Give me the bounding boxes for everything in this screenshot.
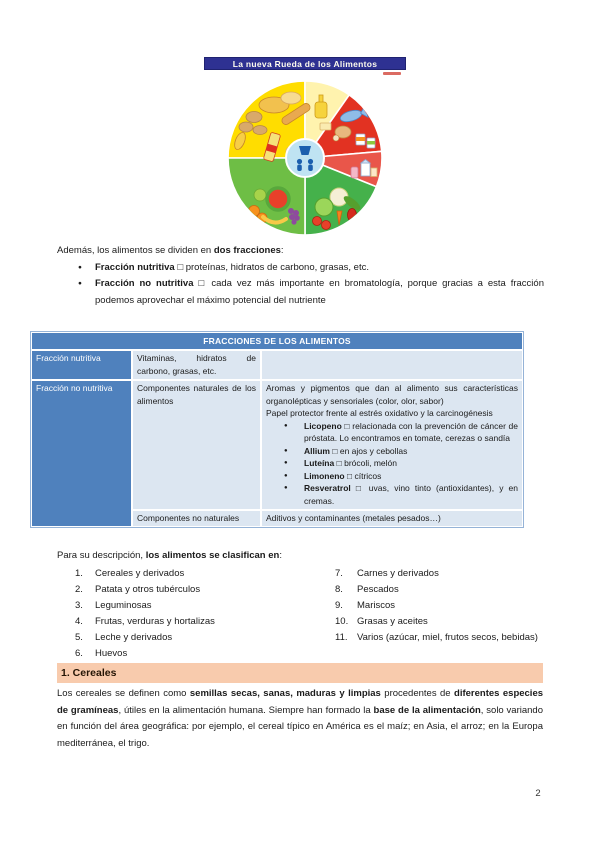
item-text: Leche y derivados (95, 631, 173, 643)
classification-item (335, 630, 544, 646)
intro-lead: Además, los alimentos se dividen en dos fracciones: (57, 245, 284, 256)
classification-columns (57, 566, 544, 662)
bullet-text: Licopeno □ relacionada con la prevención de cáncer de próstata. Lo encontramos en tomate, cerezas o sandía (304, 420, 518, 443)
item-text: Pescados (357, 583, 399, 595)
classification-left-column (57, 566, 335, 662)
classification-item (57, 598, 335, 614)
list-item-fraccion-nutritiva (57, 260, 544, 277)
list-item-resveratrol (266, 482, 518, 507)
cell-componentes-naturales-label: Componentes naturales de los alimentos (132, 380, 261, 510)
cell-nutritiva-empty (261, 350, 523, 380)
bullet-text: Allium □ en ajos y cebollas (304, 445, 408, 456)
item-text: Patata y otros tubérculos (95, 583, 201, 595)
item-number: 1. (75, 567, 83, 579)
classification-item (335, 566, 544, 582)
list-item-luteina (266, 457, 518, 470)
item-text: Cereales y derivados (95, 567, 185, 579)
classification-item (57, 630, 335, 646)
list-item-licopeno (266, 420, 518, 445)
item-text: Grasas y aceites (357, 615, 428, 627)
item-text: Varios (azúcar, miel, frutos secos, bebidas) (357, 631, 538, 643)
item-text: Mariscos (357, 599, 396, 611)
item-number: 4. (75, 615, 83, 627)
classification-item (335, 614, 544, 630)
item-number: 6. (75, 647, 83, 659)
item-number: 2. (75, 583, 83, 595)
item-number: 11. (335, 631, 348, 643)
classification-item (335, 582, 544, 598)
row-label-fraccion-no-nutritiva: Fracción no nutritiva (31, 380, 132, 528)
item-text: Frutas, verduras y hortalizas (95, 615, 215, 627)
naturales-bullet-list (266, 420, 518, 508)
wheel-title-bar: La nueva Rueda de los Alimentos (204, 57, 406, 70)
classification-section (57, 548, 544, 662)
page-number: 2 (535, 788, 541, 799)
cereales-section (57, 663, 543, 752)
classification-lead: Para su descripción, los alimentos se clasifican en: (57, 550, 282, 561)
food-wheel-figure (204, 57, 406, 237)
naturales-paragraph: Aromas y pigmentos que dan al alimento sus características organolépticas y sensoriales (color, olor, sabor) (266, 383, 518, 406)
bullet-text: Luteína □ brócoli, melón (304, 458, 398, 468)
cell-componentes-naturales-content (261, 380, 523, 510)
item-number: 8. (335, 583, 343, 595)
item-text: Leguminosas (95, 599, 152, 611)
list-item-fraccion-no-nutritiva (57, 276, 544, 309)
cereales-body: Los cereales se definen como semillas secas, sanas, maduras y limpias procedentes de diferentes especies de gramíneas, útiles en la alimentación humana. Siempre han formado la base de la alimentación, solo variando en función del área geográfica: por ejemplo, el cereal típico en América es el maíz; en Asia, el arroz; en la Europa mediterránea, el trigo. (57, 688, 544, 749)
item-text: Huevos (95, 647, 128, 659)
row-label-fraccion-nutritiva: Fracción nutritiva (31, 350, 132, 380)
classification-item (57, 582, 335, 598)
section-heading-cereales: 1. Cereales (57, 663, 543, 683)
classification-item (57, 614, 335, 630)
intro-section (57, 243, 544, 309)
bullet-text: Limoneno □ cítricos (304, 470, 382, 481)
bullet-text: Resveratrol □ uvas, vino tinto (antioxidantes), y en cremas. (304, 483, 518, 506)
food-wheel-image (204, 79, 406, 237)
item-number: 5. (75, 631, 83, 643)
item-number: 9. (335, 599, 343, 611)
item-number: 7. (335, 567, 343, 579)
naturales-paragraph: Papel protector frente al estrés oxidativo y la carcinogénesis (266, 408, 493, 418)
table-title: FRACCIONES DE LOS ALIMENTOS (31, 332, 523, 350)
cell-componentes-no-naturales-label: Componentes no naturales (132, 510, 261, 528)
wheel-center (286, 139, 324, 177)
classification-item (57, 566, 335, 582)
list-item-limoneno (266, 470, 518, 483)
classification-item (57, 646, 335, 662)
fracciones-table (30, 331, 524, 528)
cell-nutritiva-content: Vitaminas, hidratos de carbono, grasas, etc. (132, 350, 261, 380)
classification-right-column (335, 566, 544, 662)
item-number: 3. (75, 599, 83, 611)
bullet-text: Fracción no nutritiva □ cada vez más importante en bromatología, porque gracias a esta fracción podemos aprovechar el máximo potencial del nutriente (95, 278, 544, 306)
list-item-allium (266, 445, 518, 458)
fraction-bullet-list (57, 260, 544, 310)
wheel-credit-mark (383, 72, 401, 75)
item-number: 10. (335, 615, 349, 627)
cell-componentes-no-naturales-content: Aditivos y contaminantes (metales pesados…) (261, 510, 523, 528)
item-text: Carnes y derivados (357, 567, 439, 579)
classification-item (335, 598, 544, 614)
bullet-text: Fracción nutritiva □ proteínas, hidratos de carbono, grasas, etc. (95, 261, 369, 273)
